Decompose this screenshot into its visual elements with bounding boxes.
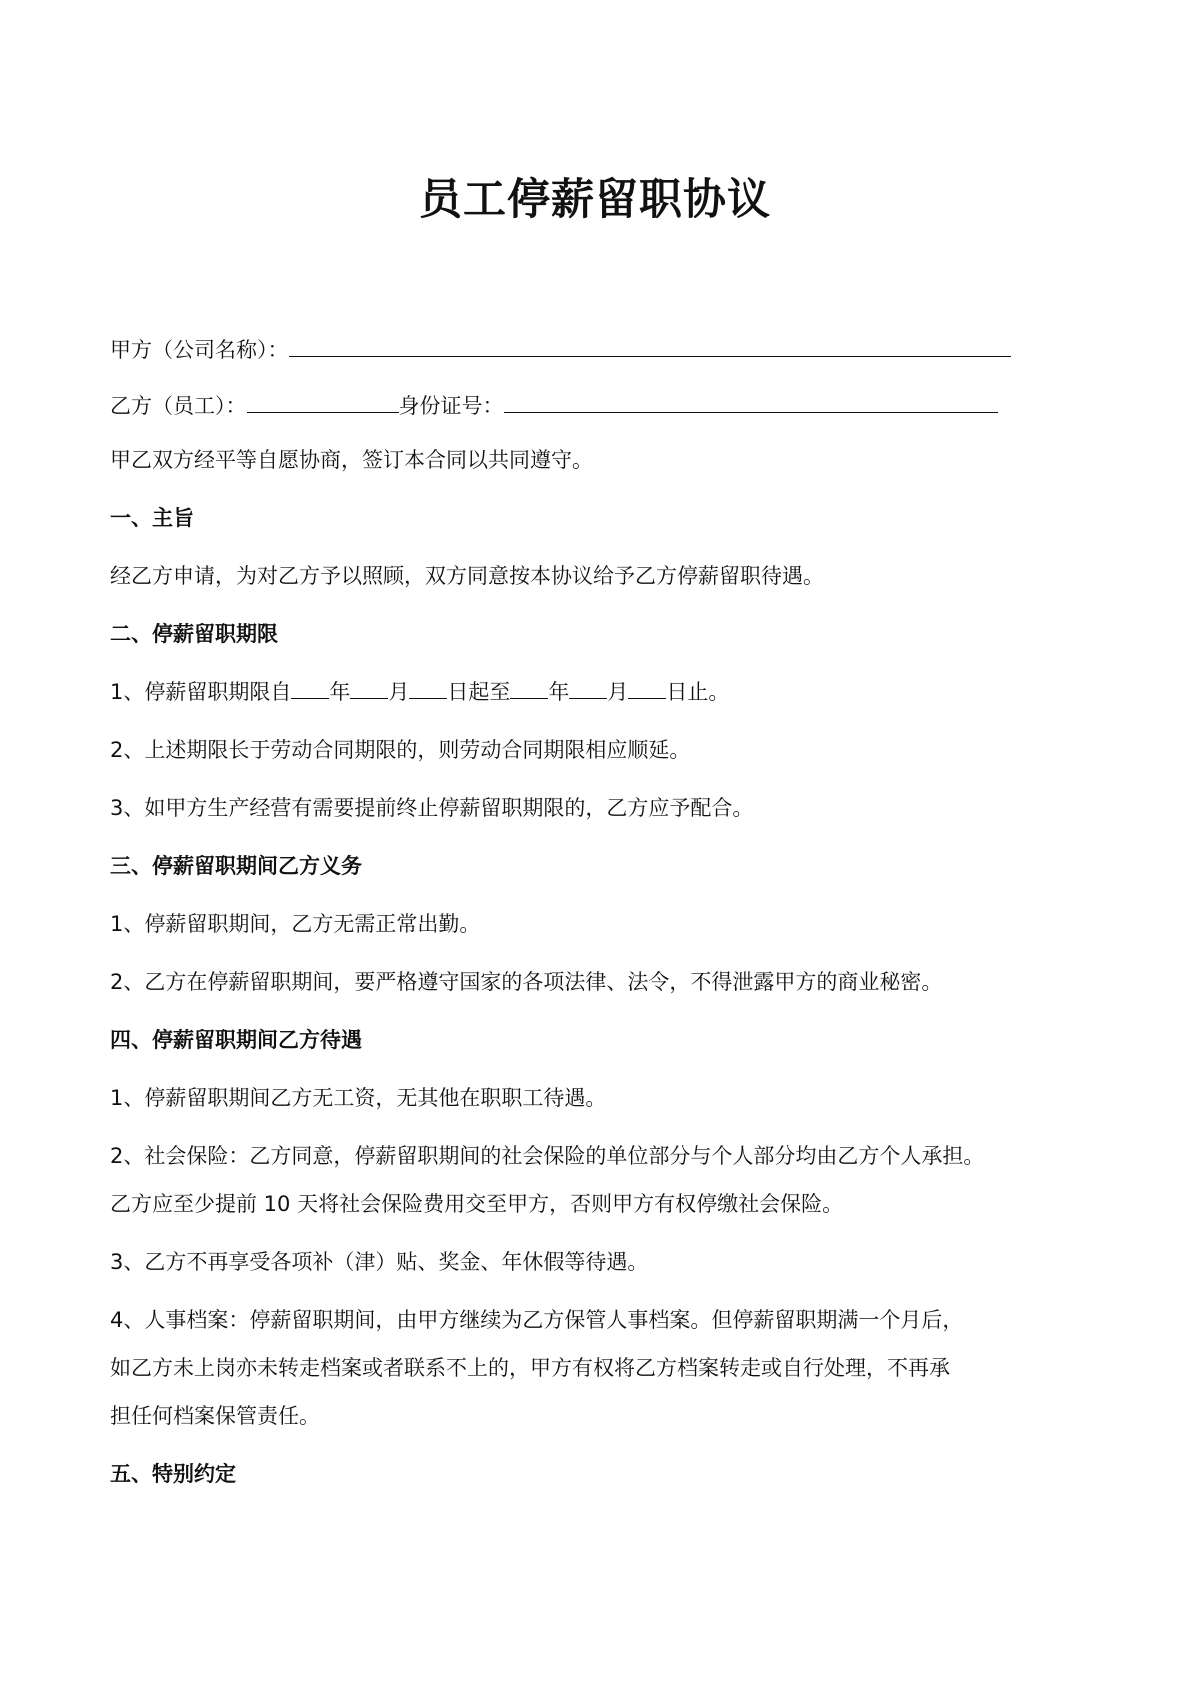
paragraph: 3、如甲方生产经营有需要提前终止停薪留职期限的，乙方应予配合。 bbox=[110, 796, 754, 820]
section-heading: 二、停薪留职期限 bbox=[110, 622, 278, 646]
month-label: 月 bbox=[607, 680, 629, 704]
period-prefix: 1、停薪留职期限自 bbox=[110, 680, 292, 704]
month-label: 月 bbox=[388, 680, 410, 704]
section-heading: 五、特别约定 bbox=[110, 1462, 236, 1486]
company-name-blank[interactable] bbox=[289, 355, 1011, 357]
paragraph-continuation: 乙方应至少提前 10 天将社会保险费用交至甲方，否则甲方有权停缴社会保险。 bbox=[110, 1192, 844, 1216]
paragraph: 2、乙方在停薪留职期间，要严格遵守国家的各项法律、法令，不得泄露甲方的商业秘密。 bbox=[110, 970, 943, 994]
party-a-label: 甲方（公司名称）： bbox=[110, 338, 289, 362]
start-month-blank[interactable] bbox=[350, 697, 388, 699]
end-day-blank[interactable] bbox=[628, 697, 666, 699]
paragraph: 1、停薪留职期间，乙方无需正常出勤。 bbox=[110, 912, 481, 936]
employee-name-blank[interactable] bbox=[247, 411, 399, 413]
paragraph: 4、人事档案：停薪留职期间，由甲方继续为乙方保管人事档案。但停薪留职期满一个月后， bbox=[110, 1308, 964, 1332]
party-a-line bbox=[110, 335, 1011, 365]
id-number-blank[interactable] bbox=[504, 411, 998, 413]
document-title: 员工停薪留职协议 bbox=[419, 175, 771, 225]
period-paragraph bbox=[110, 677, 729, 707]
end-year-blank[interactable] bbox=[510, 697, 548, 699]
day-end-label: 日止。 bbox=[666, 680, 730, 704]
paragraph-continuation: 如乙方未上岗亦未转走档案或者联系不上的，甲方有权将乙方档案转走或自行处理，不再承 bbox=[110, 1356, 950, 1380]
party-b-line bbox=[110, 391, 998, 421]
id-number-label: 身份证号： bbox=[398, 394, 504, 418]
day-from-label: 日起至 bbox=[447, 680, 511, 704]
intro-text: 甲乙双方经平等自愿协商，签订本合同以共同遵守。 bbox=[110, 448, 593, 472]
start-year-blank[interactable] bbox=[291, 697, 329, 699]
start-day-blank[interactable] bbox=[409, 697, 447, 699]
section-heading: 一、主旨 bbox=[110, 506, 194, 530]
section-heading: 三、停薪留职期间乙方义务 bbox=[110, 854, 362, 878]
section-heading: 四、停薪留职期间乙方待遇 bbox=[110, 1028, 362, 1052]
paragraph-continuation: 担任何档案保管责任。 bbox=[110, 1404, 320, 1428]
paragraph: 2、上述期限长于劳动合同期限的，则劳动合同期限相应顺延。 bbox=[110, 738, 691, 762]
year-label: 年 bbox=[329, 680, 351, 704]
year-label: 年 bbox=[548, 680, 570, 704]
paragraph: 经乙方申请，为对乙方予以照顾，双方同意按本协议给予乙方停薪留职待遇。 bbox=[110, 564, 824, 588]
party-b-label: 乙方（员工）： bbox=[110, 394, 247, 418]
paragraph: 2、社会保险：乙方同意，停薪留职期间的社会保险的单位部分与个人部分均由乙方个人承担。 bbox=[110, 1144, 985, 1168]
end-month-blank[interactable] bbox=[569, 697, 607, 699]
paragraph: 3、乙方不再享受各项补（津）贴、奖金、年休假等待遇。 bbox=[110, 1250, 649, 1274]
paragraph: 1、停薪留职期间乙方无工资，无其他在职职工待遇。 bbox=[110, 1086, 607, 1110]
